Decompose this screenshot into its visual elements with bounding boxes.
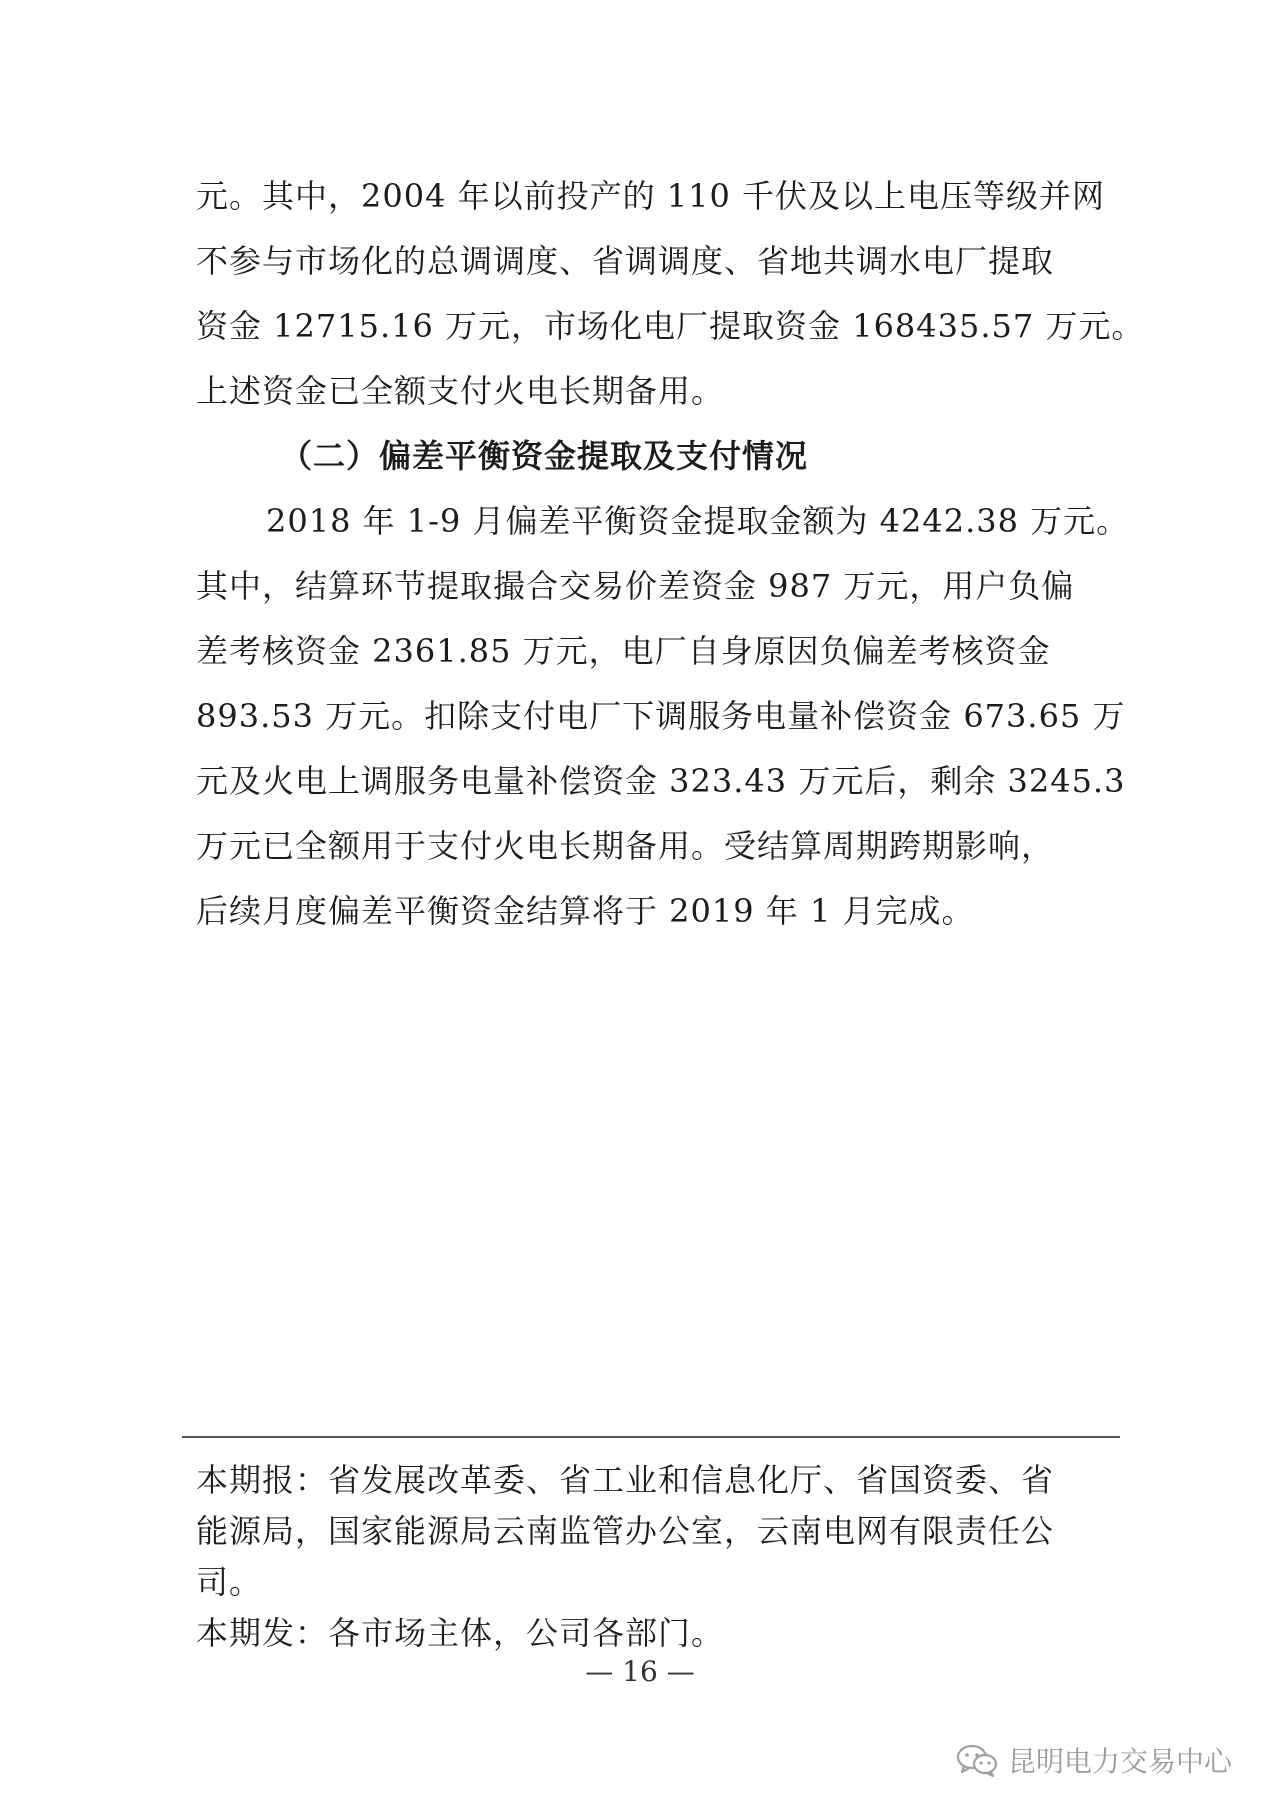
distribution-send-line: 本期发：各市场主体，公司各部门。 (196, 1614, 725, 1652)
body-line: 后续月度偏差平衡资金结算将于 2019 年 1 月完成。 (196, 892, 975, 930)
body-line: 元。其中，2004 年以前投产的 110 千伏及以上电压等级并网 (196, 177, 1106, 215)
distribution-report-line: 司。 (196, 1563, 263, 1601)
body-line: 不参与市场化的总调调度、省调调度、省地共调水电厂提取 (196, 242, 1055, 280)
footer-divider (182, 1436, 1120, 1438)
page-number: — 16 — (585, 1655, 695, 1688)
wechat-icon (956, 1742, 998, 1778)
distribution-report-line: 本期报：省发展改革委、省工业和信息化厅、省国资委、省 (196, 1461, 1055, 1499)
body-line: 2018 年 1-9 月偏差平衡资金提取金额为 4242.38 万元。 (266, 502, 1130, 540)
watermark-text: 昆明电力交易中心 (1008, 1745, 1233, 1778)
body-line: 资金 12715.16 万元，市场化电厂提取资金 168435.57 万元。 (196, 307, 1145, 345)
body-line: 元及火电上调服务电量补偿资金 323.43 万元后，剩余 3245.3 (196, 762, 1126, 800)
body-line: 其中，结算环节提取撮合交易价差资金 987 万元，用户负偏 (196, 567, 1075, 605)
body-line: 893.53 万元。扣除支付电厂下调服务电量补偿资金 673.65 万 (196, 697, 1126, 735)
section-heading: （二）偏差平衡资金提取及支付情况 (280, 437, 809, 475)
watermark (956, 1740, 1232, 1780)
distribution-report-line: 能源局，国家能源局云南监管办公室，云南电网有限责任公 (196, 1512, 1055, 1550)
body-line: 上述资金已全额支付火电长期备用。 (196, 372, 725, 410)
body-line: 差考核资金 2361.85 万元，电厂自身原因负偏差考核资金 (196, 632, 1051, 670)
body-line: 万元已全额用于支付火电长期备用。受结算周期跨期影响， (196, 827, 1055, 865)
